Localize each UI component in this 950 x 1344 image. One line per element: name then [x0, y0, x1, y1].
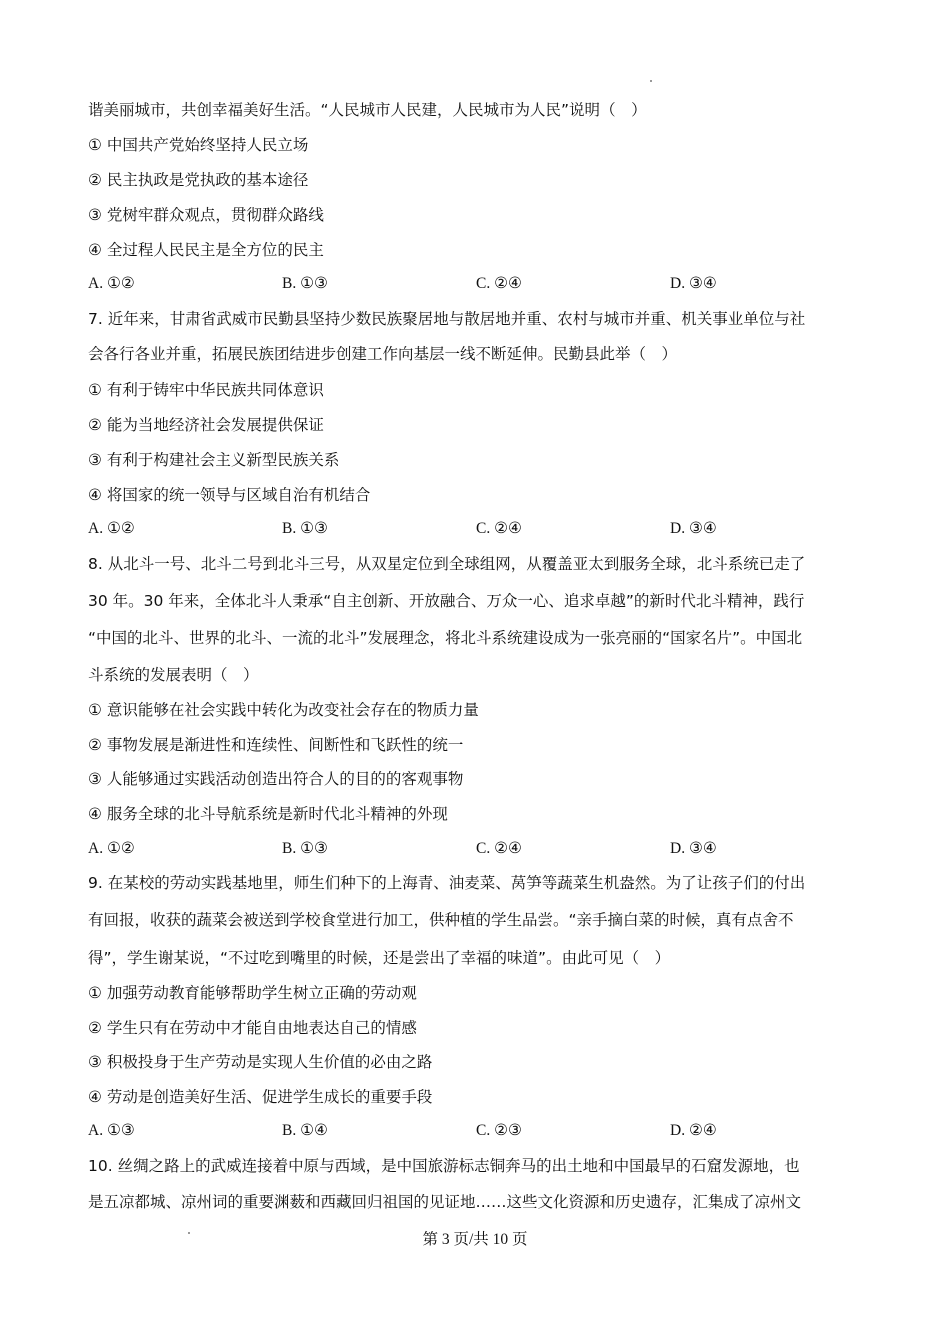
q9-stem-line-1: 9. 在某校的劳动实践基地里，师生们种下的上海青、油麦菜、莴笋等蔬菜生机盎然。为了让孩子们的付出: [88, 874, 806, 892]
q6-item-2: ② 民主执政是党执政的基本途径: [88, 171, 309, 189]
page-footer: 第 3 页/共 10 页: [422, 1231, 528, 1248]
q7-item-2: ② 能为当地经济社会发展提供保证: [88, 416, 324, 434]
q6-item-4: ④ 全过程人民民主是全方位的民主: [88, 241, 324, 259]
q9-options: [88, 1121, 868, 1141]
q8-option-d: D. ③④: [670, 840, 717, 857]
q9-item-1: ① 加强劳动教育能够帮助学生树立正确的劳动观: [88, 984, 417, 1002]
q9-stem-line-2: 有回报，收获的蔬菜会被送到学校食堂进行加工，供种植的学生品尝。“亲手摘白菜的时候，真有点舍不: [88, 911, 794, 929]
q6-option-d: D. ③④: [670, 275, 717, 292]
q8-item-4: ④ 服务全球的北斗导航系统是新时代北斗精神的外现: [88, 805, 448, 823]
scan-speck: [650, 80, 652, 82]
q7-option-d: D. ③④: [670, 520, 717, 537]
q9-item-3: ③ 积极投身于生产劳动是实现人生价值的必由之路: [88, 1053, 433, 1071]
q6-option-a: A. ①②: [88, 275, 135, 292]
q7-stem-line-2: 会各行各业并重，拓展民族团结进步创建工作向基层一线不断延伸。民勤县此举（ ）: [88, 345, 678, 363]
q7-item-4: ④ 将国家的统一领导与区域自治有机结合: [88, 486, 371, 504]
q7-stem-line-1: 7. 近年来，甘肃省武威市民勤县坚持少数民族聚居地与散居地并重、农村与城市并重、机关事业单位与社: [88, 310, 806, 328]
q8-stem-line-2: 30 年。30 年来，全体北斗人秉承“自主创新、开放融合、万众一心、追求卓越”的新时代北斗精神，践行: [88, 592, 805, 610]
q8-option-a: A. ①②: [88, 840, 135, 857]
q6-option-c: C. ②④: [476, 275, 522, 292]
q10-stem-line-2: 是五凉都城、凉州词的重要渊薮和西藏回归祖国的见证地……这些文化资源和历史遗存，汇集成了凉州文: [88, 1193, 802, 1211]
q8-stem-line-1: 8. 从北斗一号、北斗二号到北斗三号，从双星定位到全球组网，从覆盖亚太到服务全球，北斗系统已走了: [88, 555, 806, 573]
q7-option-a: A. ①②: [88, 520, 135, 537]
q8-stem-line-3: “中国的北斗、世界的北斗、一流的北斗”发展理念，将北斗系统建设成为一张亮丽的“国家名片”。中国北: [88, 629, 803, 647]
q7-item-3: ③ 有利于构建社会主义新型民族关系: [88, 451, 340, 469]
q6-item-1: ① 中国共产党始终坚持人民立场: [88, 136, 309, 154]
q6-stem-line: 谐美丽城市，共创幸福美好生活。“人民城市人民建，人民城市为人民”说明（ ）: [88, 101, 647, 119]
q8-item-1: ① 意识能够在社会实践中转化为改变社会存在的物质力量: [88, 701, 479, 719]
q10-stem-line-1: 10. 丝绸之路上的武威连接着中原与西域，是中国旅游标志铜奔马的出土地和中国最早的石窟发源地，也: [88, 1157, 800, 1175]
q8-item-2: ② 事物发展是渐进性和连续性、间断性和飞跃性的统一: [88, 736, 464, 754]
q7-item-1: ① 有利于铸牢中华民族共同体意识: [88, 381, 324, 399]
q9-option-a: A. ①③: [88, 1122, 135, 1139]
q9-item-2: ② 学生只有在劳动中才能自由地表达自己的情感: [88, 1019, 417, 1037]
q8-stem-line-4: 斗系统的发展表明（ ）: [88, 666, 259, 684]
q6-item-3: ③ 党树牢群众观点，贯彻群众路线: [88, 206, 324, 224]
q9-option-b: B. ①④: [282, 1122, 328, 1139]
q8-option-b: B. ①③: [282, 840, 328, 857]
q9-item-4: ④ 劳动是创造美好生活、促进学生成长的重要手段: [88, 1088, 433, 1106]
q9-option-d: D. ②④: [670, 1122, 717, 1139]
q7-options: [88, 519, 868, 539]
q8-option-c: C. ②④: [476, 840, 522, 857]
q6-options: [88, 274, 868, 294]
q8-options: [88, 839, 868, 859]
q9-option-c: C. ②③: [476, 1122, 522, 1139]
q7-option-c: C. ②④: [476, 520, 522, 537]
q9-stem-line-3: 得”，学生谢某说，“不过吃到嘴里的时候，还是尝出了幸福的味道”。由此可见（ ）: [88, 949, 671, 967]
q7-option-b: B. ①③: [282, 520, 328, 537]
q8-item-3: ③ 人能够通过实践活动创造出符合人的目的的客观事物: [88, 770, 464, 788]
q6-option-b: B. ①③: [282, 275, 328, 292]
